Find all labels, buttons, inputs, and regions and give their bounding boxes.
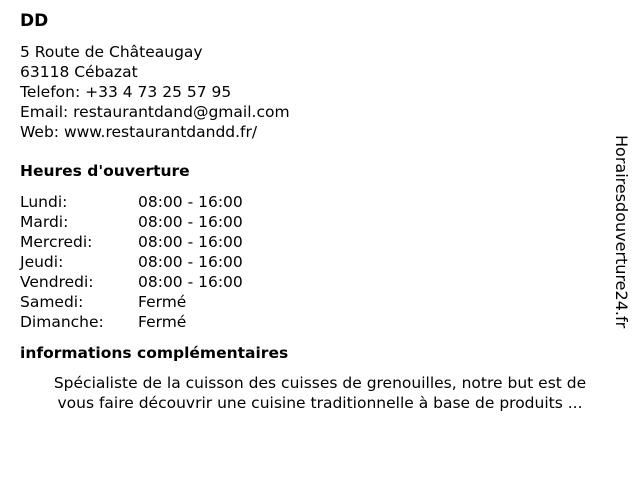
hours-day: Dimanche: [20,313,104,331]
hours-row [20,292,620,312]
additional-info-heading: informations complémentaires [20,344,289,362]
address-street: 5 Route de Châteaugay [20,43,203,61]
business-name: DD [20,11,49,31]
address-city: 63118 Cébazat [20,63,138,81]
hours-time: 08:00 - 16:00 [138,253,243,271]
hours-day: Vendredi: [20,273,94,291]
hours-time: Fermé [138,293,187,311]
hours-row [20,312,620,332]
hours-time: Fermé [138,313,187,331]
contact-block [20,42,620,142]
hours-row [20,232,620,252]
hours-time: 08:00 - 16:00 [138,273,243,291]
hours-day: Jeudi: [20,253,64,271]
hours-day: Mardi: [20,213,69,231]
hours-time: 08:00 - 16:00 [138,193,243,211]
opening-hours-table [20,192,620,332]
hours-row [20,192,620,212]
hours-time: 08:00 - 16:00 [138,213,243,231]
website-url: Web: www.restaurantdandd.fr/ [20,123,258,141]
hours-day: Mercredi: [20,233,93,251]
hours-row [20,272,620,292]
email-address: Email: restaurantdand@gmail.com [20,103,290,121]
site-watermark: Horairesdouverture24.fr [612,135,631,329]
hours-row [20,252,620,272]
phone-number: Telefon: +33 4 73 25 57 95 [20,83,232,101]
hours-time: 08:00 - 16:00 [138,233,243,251]
business-description [20,373,620,413]
opening-hours-heading: Heures d'ouverture [20,162,190,180]
description-line: vous faire découvrir une cuisine traditionnelle à base de produits ... [57,394,583,412]
hours-day: Lundi: [20,193,68,211]
business-card [20,10,620,413]
hours-row [20,212,620,232]
description-line: Spécialiste de la cuisson des cuisses de grenouilles, notre but est de [53,374,587,392]
hours-day: Samedi: [20,293,84,311]
